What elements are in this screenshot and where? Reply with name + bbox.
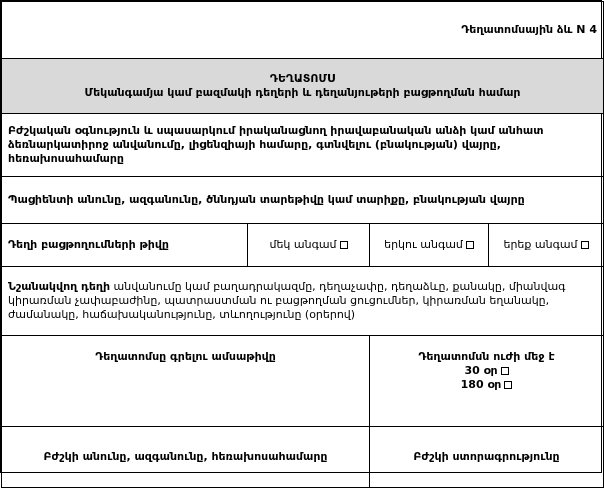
form-number: Դեղատոմսային ձև N 4 xyxy=(461,23,597,36)
drug-name-label: Նշանակվող դեղի xyxy=(8,280,111,293)
form-number-cell xyxy=(2,2,604,59)
dispense-option-twice[interactable] xyxy=(370,224,489,267)
prescription-date-label: Դեղատոմսը գրելու ամսաթիվը xyxy=(95,350,276,363)
dispense-option-thrice[interactable] xyxy=(489,224,604,267)
dispense-count-label: Դեղի բացթողումների թիվը xyxy=(8,238,169,251)
doctor-signature-cell[interactable] xyxy=(370,427,604,488)
provider-info-label: Բժշկական օգնություն և սպասարկում իրականացնող իրավաբանական անձի կամ անհատ ձեռնարկատիրոջ անվանումը, լիցենզիայի համարը, գտնվելու (բնակության) վայրը, հեռախոսահամարը xyxy=(8,124,544,165)
dispense-count-label-cell xyxy=(2,224,248,267)
drug-info-cell[interactable] xyxy=(2,267,604,336)
prescription-date-cell[interactable] xyxy=(2,336,370,427)
validity-option-180-label: 180 օր xyxy=(460,378,502,391)
validity-label: Դեղատոմսն ուժի մեջ է xyxy=(418,350,555,363)
checkbox-icon[interactable] xyxy=(504,381,512,389)
prescription-table xyxy=(1,1,604,488)
form-subtitle: Մեկանգամյա կամ բազմակի դեղերի և դեղանյութերի բացթողման համար xyxy=(84,86,521,99)
validity-option-30-label: 30 օր xyxy=(464,364,498,377)
validity-option-180[interactable] xyxy=(376,378,597,392)
provider-info-cell[interactable] xyxy=(2,114,604,177)
doctor-name-cell[interactable] xyxy=(2,427,370,488)
checkbox-icon[interactable] xyxy=(466,241,474,249)
validity-option-30[interactable] xyxy=(376,364,597,378)
checkbox-icon[interactable] xyxy=(581,241,589,249)
patient-info-cell[interactable] xyxy=(2,177,604,224)
drug-name-description: անվանումը կամ բաղադրակազմը, դեղաչափը, դեղաձևը, քանակը, միանվագ կիրառման չափաբաժինը, պատրաստման ու բացթողման ցուցումներ, կիրառման եղանակը, ժամանակը, հաճախականությունը, տևողությունը (օրերով) xyxy=(8,280,566,321)
dispense-option-once[interactable] xyxy=(248,224,370,267)
doctor-signature-label: Բժշկի ստորագրությունը xyxy=(413,450,560,463)
dispense-option-thrice-label: երեք անգամ xyxy=(503,238,578,251)
doctor-name-label: Բժշկի անունը, ազգանունը, հեռախոսահամարը xyxy=(43,450,328,463)
form-title-cell xyxy=(2,59,604,114)
checkbox-icon[interactable] xyxy=(501,367,509,375)
dispense-option-once-label: մեկ անգամ xyxy=(269,238,337,251)
validity-cell xyxy=(370,336,604,427)
dispense-option-twice-label: երկու անգամ xyxy=(384,238,463,251)
checkbox-icon[interactable] xyxy=(340,241,348,249)
patient-info-label: Պացիենտի անունը, ազգանունը, ծննդյան տարեթիվը կամ տարիքը, բնակության վայրը xyxy=(8,193,525,206)
form-title: ԴԵՂԱՏՈՄՍ xyxy=(269,72,336,85)
